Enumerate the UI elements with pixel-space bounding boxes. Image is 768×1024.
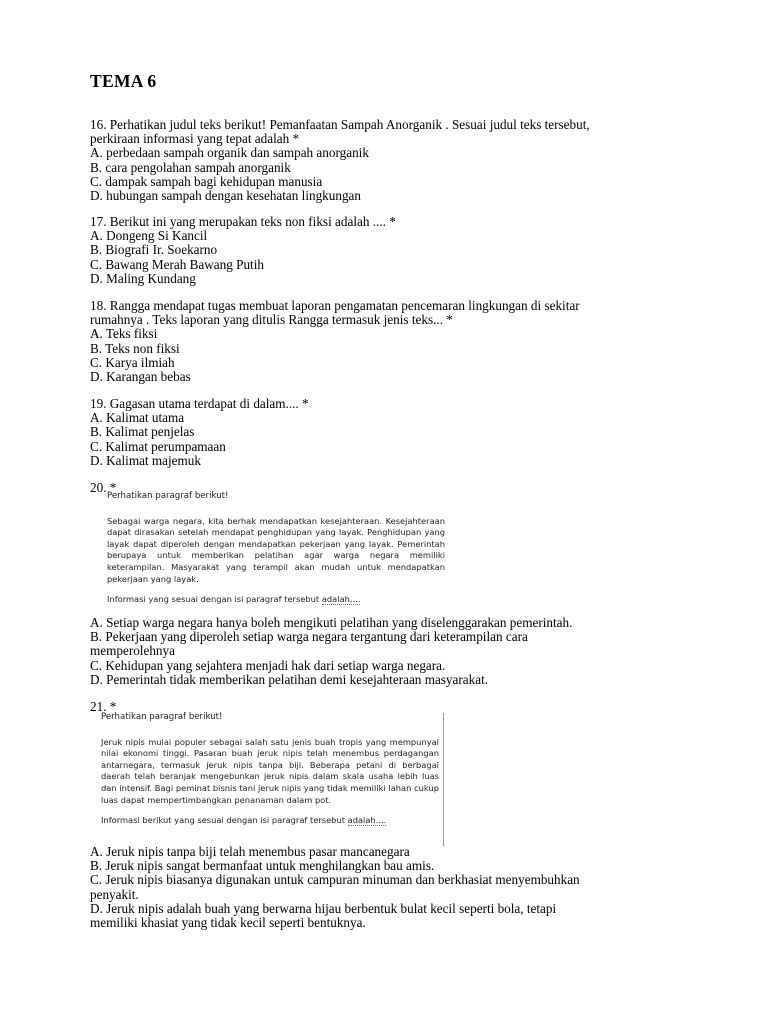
question-21-number: 21. * bbox=[90, 699, 117, 714]
question-16-option-d: D. hubungan sampah dengan kesehatan lingkungan bbox=[90, 188, 362, 204]
question-20-image-header: Perhatikan paragraf berikut! bbox=[107, 491, 229, 501]
question-17-option-a: A. Dongeng Si Kancil bbox=[90, 228, 208, 244]
question-21-instruction-text: Informasi berikut yang sesuai dengan isi paragraf tersebut bbox=[101, 815, 348, 826]
question-21-option-a: A. Jeruk nipis tanpa biji telah menembus pasar mancanegara bbox=[90, 844, 410, 859]
question-19-line-1: 19. Gagasan utama terdapat di dalam.... * bbox=[90, 396, 309, 411]
question-17 bbox=[90, 215, 690, 286]
question-18-line-2: rumahnya . Teks laporan yang ditulis Rangga termasuk jenis teks... * bbox=[90, 312, 453, 328]
question-21-image-instruction bbox=[101, 815, 439, 827]
question-16-option-c: C. dampak sampah bagi kehidupan manusia bbox=[90, 173, 323, 189]
question-19-option-c: C. Kalimat perumpamaan bbox=[90, 438, 226, 454]
question-17-option-d: D. Maling Kundang bbox=[90, 270, 196, 286]
question-19-option-b: B. Kalimat penjelas bbox=[90, 424, 195, 440]
question-18-option-b: B. Teks non fiksi bbox=[90, 340, 180, 356]
question-21-option-c-cont: penyakit. bbox=[90, 886, 139, 902]
question-20-paragraph-image bbox=[107, 491, 445, 606]
question-20-options bbox=[90, 616, 690, 687]
question-21-option-c: C. Jeruk nipis biasanya digunakan untuk campuran minuman dan berkhasiat menyembuhkan bbox=[90, 872, 580, 888]
question-18-option-a: A. Teks fiksi bbox=[90, 326, 158, 342]
question-20-image-instruction bbox=[107, 594, 445, 606]
question-18-option-c: C. Karya ilmiah bbox=[90, 354, 175, 370]
question-17-option-b: B. Biografi Ir. Soekarno bbox=[90, 242, 218, 258]
question-21-options bbox=[90, 845, 690, 930]
question-20-number: 20. * bbox=[90, 480, 117, 495]
document-title: TEMA 6 bbox=[90, 71, 157, 91]
question-18-line-1: 18. Rangga mendapat tugas membuat laporan pengamatan pencemaran lingkungan di sekitar bbox=[90, 298, 580, 313]
question-16-line-1: 16. Perhatikan judul teks berikut! Pemanfaatan Sampah Anorganik . Sesuai judul teks tersebut, bbox=[90, 117, 590, 132]
question-21-option-d-cont: memiliki khasiat yang tidak kecil seperti bentuknya. bbox=[90, 915, 366, 931]
question-20-option-b-cont: memperolehnya bbox=[90, 643, 175, 659]
question-21-paragraph-image bbox=[101, 712, 439, 827]
question-21-option-b: B. Jeruk nipis sangat bermanfaat untuk menghilangkan bau amis. bbox=[90, 858, 435, 874]
question-20-option-b: B. Pekerjaan yang diperoleh setiap warga negara tergantung dari keterampilan cara bbox=[90, 629, 528, 645]
question-19-option-d: D. Kalimat majemuk bbox=[90, 452, 201, 468]
question-21-option-d: D. Jeruk nipis adalah buah yang berwarna hijau berbentuk bulat kecil seperti bola, tetapi bbox=[90, 900, 557, 916]
question-21-image-paragraph: Jeruk nipis mulai populer sebagai salah satu jenis buah tropis yang mempunyai nilai ekonomi tinggi. Pasaran buah jeruk nipis telah menembus perdagangan antarnegara, termasuk jeruk nipis tanpa biji. Beberapa petani di berbagai daerah telah beranjak mengebunkan jeruk nipis dalam skala usaha lebih luas dan intensif. Bagi peminat bisnis tani jeruk nipis yang tidak memiliki lahan cukup luas dapat mempertimbangkan penanaman dalam pot. bbox=[101, 736, 439, 805]
question-19 bbox=[90, 397, 690, 468]
image-border-line bbox=[443, 713, 444, 846]
question-18 bbox=[90, 299, 690, 384]
question-20-instruction-tail: adalah.... bbox=[321, 594, 361, 605]
question-17-line-1: 17. Berikut ini yang merupakan teks non fiksi adalah .... * bbox=[90, 214, 396, 229]
question-20-image-paragraph: Sebagai warga negara, kita berhak mendapatkan kesejahteraan. Kesejahteraan dapat dirasakan setelah mendapat penghidupan yang layak. Penghidupan yang layak dapat diperoleh dengan mendapatkan pekerjaan yang layak. Pemerintah berupaya untuk memberikan pelatihan agar warga negara memiliki keterampilan. Masyarakat yang terampil akan mudah untuk mendapatkan pekerjaan yang layak. bbox=[107, 515, 445, 584]
question-20-option-a: A. Setiap warga negara hanya boleh mengikuti pelatihan yang diselenggarakan pemerintah. bbox=[90, 615, 573, 630]
question-19-option-a: A. Kalimat utama bbox=[90, 410, 185, 426]
question-21-image-header: Perhatikan paragraf berikut! bbox=[101, 712, 223, 722]
question-16-line-2: perkiraan informasi yang tepat adalah * bbox=[90, 131, 300, 147]
question-21-instruction-tail: adalah.... bbox=[347, 815, 387, 826]
question-20-instruction-text: Informasi yang sesuai dengan isi paragraf tersebut bbox=[107, 594, 322, 605]
question-20-option-d: D. Pemerintah tidak memberikan pelatihan demi kesejahteraan masyarakat. bbox=[90, 671, 489, 687]
question-18-option-d: D. Karangan bebas bbox=[90, 369, 191, 385]
question-16-option-b: B. cara pengolahan sampah anorganik bbox=[90, 159, 291, 175]
question-16-option-a: A. perbedaan sampah organik dan sampah anorganik bbox=[90, 145, 369, 161]
question-20-option-c: C. Kehidupan yang sejahtera menjadi hak dari setiap warga negara. bbox=[90, 657, 446, 673]
question-16 bbox=[90, 118, 690, 203]
question-17-option-c: C. Bawang Merah Bawang Putih bbox=[90, 256, 264, 272]
